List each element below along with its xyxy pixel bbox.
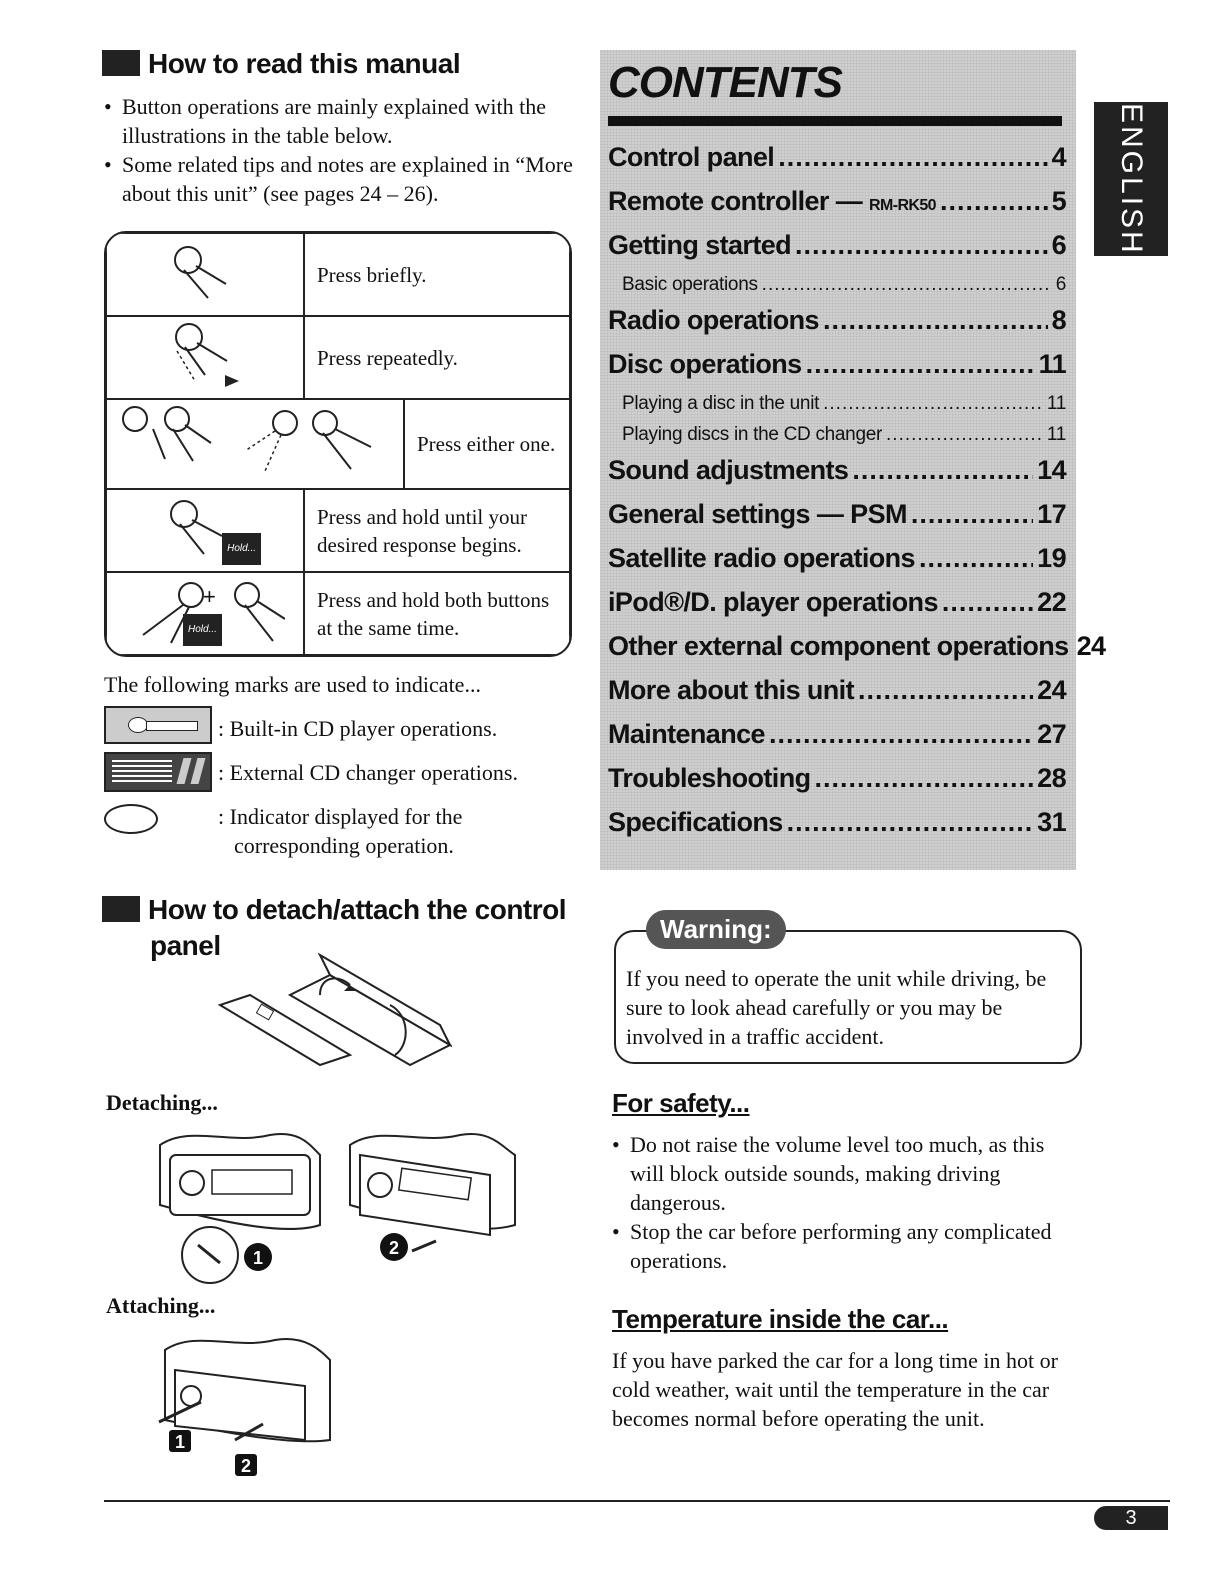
model-number: RM-RK50 xyxy=(869,197,936,214)
leader-dots xyxy=(942,587,1033,618)
contents-entry xyxy=(608,675,1066,719)
contents-entry-page: 6 xyxy=(1051,230,1066,260)
contents-entry xyxy=(608,349,1066,393)
contents-entry xyxy=(608,186,1066,230)
warning-label: Warning: xyxy=(646,910,786,949)
hold-badge: Hold... xyxy=(183,614,222,646)
contents-entry xyxy=(608,274,1066,305)
contents-panel xyxy=(600,50,1106,870)
press-hold-text: Press and hold until your desired response begins. xyxy=(304,489,570,572)
bullet-item: • Stop the car before performing any complicated operations. xyxy=(612,1217,1082,1275)
contents-entry-label: Other external component operations xyxy=(608,631,1069,661)
leader-dots xyxy=(823,305,1048,336)
temperature-text: If you have parked the car for a long time in hot or cold weather, wait until the temperature in the car becomes normal before operating the unit. xyxy=(612,1348,1058,1431)
contents-entry-label: Control panel xyxy=(608,142,775,172)
leader-dots xyxy=(806,349,1035,380)
contents-entry-label: Basic operations xyxy=(622,274,758,295)
table-row xyxy=(106,489,570,572)
detaching-label: Detaching... xyxy=(106,1090,218,1115)
contents-entry-label: Disc operations xyxy=(608,349,802,379)
bullet-item: • Button operations are mainly explained with the illustrations in the table below. xyxy=(104,92,574,150)
contents-entry-page: 17 xyxy=(1037,499,1066,529)
page-number: 3 xyxy=(1094,1506,1168,1530)
contents-entry-label: Sound adjustments xyxy=(608,455,849,485)
contents-entry-label: Satellite radio operations xyxy=(608,543,915,573)
contents-list xyxy=(608,142,1106,851)
press-hold-icon xyxy=(106,489,304,572)
warning-text: If you need to operate the unit while driving, be sure to look ahead carefully or you may be involved in a traffic accident. xyxy=(626,966,1047,1049)
contents-entry-page: 22 xyxy=(1037,587,1066,617)
contents-entry xyxy=(608,455,1066,499)
leader-dots xyxy=(814,763,1033,794)
cd-player-icon xyxy=(104,706,212,744)
button-operations-table xyxy=(104,231,572,657)
step-number: 1 xyxy=(174,1432,186,1452)
contents-entry xyxy=(608,424,1066,455)
marks-intro: The following marks are used to indicate... xyxy=(104,672,481,697)
contents-entry-label: General settings — PSM xyxy=(608,499,907,529)
leader-dots xyxy=(762,274,1052,296)
press-repeatedly-icon xyxy=(106,316,304,399)
bullet-item: • Some related tips and notes are explained in “More about this unit” (see pages 24 – 26). xyxy=(104,150,574,208)
contents-entry-label: Radio operations xyxy=(608,305,819,335)
table-row xyxy=(106,399,570,489)
contents-entry xyxy=(608,719,1066,763)
leader-dots xyxy=(795,230,1048,261)
step-number: 2 xyxy=(240,1456,252,1476)
contents-entry-label: Remote controller — RM-RK50 xyxy=(608,186,936,216)
section-marker-icon xyxy=(102,896,140,922)
contents-entry-page: 27 xyxy=(1037,719,1066,749)
press-briefly-icon xyxy=(106,233,304,316)
leader-dots xyxy=(911,499,1033,530)
attaching-label: Attaching... xyxy=(106,1293,216,1318)
section-title-how-to-read: How to read this manual xyxy=(102,48,460,80)
temperature-title: Temperature inside the car... xyxy=(612,1304,949,1334)
contents-entry xyxy=(608,142,1066,186)
contents-title: CONTENTS xyxy=(608,58,842,107)
leader-dots xyxy=(787,807,1034,838)
contents-entry-page: 14 xyxy=(1037,455,1066,485)
contents-entry-label: iPod®/D. player operations xyxy=(608,587,938,617)
contents-entry xyxy=(608,305,1066,349)
contents-entry-label: Specifications xyxy=(608,807,783,837)
contents-entry-page: 4 xyxy=(1051,142,1066,172)
mark-text: : External CD changer operations. xyxy=(218,760,518,785)
contents-entry-page: 11 xyxy=(1046,424,1066,445)
indicator-oval-icon xyxy=(104,804,158,834)
press-hold-both-icon xyxy=(106,572,304,655)
panel-case-illustration xyxy=(210,945,460,1095)
contents-entry-page: 24 xyxy=(1037,675,1066,705)
cd-changer-icon xyxy=(104,752,212,792)
contents-entry xyxy=(608,587,1066,631)
contents-entry-label: More about this unit xyxy=(608,675,854,705)
contents-entry-label: Maintenance xyxy=(608,719,765,749)
table-row xyxy=(106,572,570,655)
step-number: 1 xyxy=(252,1248,264,1268)
mark-text: : Indicator displayed for the corresponding operation. xyxy=(218,804,463,858)
leader-dots xyxy=(858,675,1033,706)
contents-entry-page: 5 xyxy=(1051,186,1066,216)
attach-illustration xyxy=(155,1330,335,1480)
contents-entry xyxy=(608,543,1066,587)
contents-entry-page: 11 xyxy=(1046,393,1066,414)
contents-entry-page: 31 xyxy=(1037,807,1066,837)
detach-step2-illustration xyxy=(340,1125,520,1275)
leader-dots xyxy=(886,424,1043,446)
contents-rule xyxy=(608,116,1062,126)
table-row xyxy=(106,233,570,316)
contents-entry-page: 11 xyxy=(1038,349,1066,379)
press-either-text: Press either one. xyxy=(404,399,570,489)
contents-entry-page: 19 xyxy=(1037,543,1066,573)
contents-entry-label: Troubleshooting xyxy=(608,763,811,793)
detach-step1-illustration xyxy=(150,1125,330,1285)
contents-entry-page: 8 xyxy=(1051,305,1066,335)
contents-entry-label: Getting started xyxy=(608,230,792,260)
contents-entry xyxy=(608,393,1066,424)
press-briefly-text: Press briefly. xyxy=(304,233,570,316)
contents-entry xyxy=(608,230,1066,274)
contents-entry-label: Playing a disc in the unit xyxy=(622,393,820,414)
contents-entry xyxy=(608,631,1106,675)
safety-bullets xyxy=(612,1130,1082,1275)
contents-entry-page: 24 xyxy=(1076,631,1106,661)
section-title-detach: How to detach/attach the control panel xyxy=(102,892,566,964)
press-either-icon xyxy=(106,399,404,489)
press-hold-both-text: Press and hold both buttons at the same time. xyxy=(304,572,570,655)
contents-entry xyxy=(608,807,1066,851)
leader-dots xyxy=(919,543,1033,574)
mark-text: : Built-in CD player operations. xyxy=(218,716,498,741)
language-tab: ENGLISH xyxy=(1094,102,1168,256)
footer-rule xyxy=(104,1500,1170,1502)
press-repeatedly-text: Press repeatedly. xyxy=(304,316,570,399)
step-number: 2 xyxy=(388,1238,400,1258)
table-row xyxy=(106,316,570,399)
contents-entry xyxy=(608,499,1066,543)
plus-sign: + xyxy=(203,584,216,609)
leader-dots xyxy=(769,719,1033,750)
safety-title: For safety... xyxy=(612,1088,750,1118)
contents-entry xyxy=(608,763,1066,807)
leader-dots xyxy=(940,186,1048,217)
how-to-read-bullets xyxy=(104,92,574,208)
contents-entry-page: 6 xyxy=(1055,274,1066,295)
leader-dots xyxy=(823,393,1043,415)
bullet-item: • Do not raise the volume level too much, as this will block outside sounds, making driving dangerous. xyxy=(612,1130,1082,1217)
contents-entry-page: 28 xyxy=(1037,763,1066,793)
leader-dots xyxy=(852,455,1033,486)
contents-entry-label: Playing discs in the CD changer xyxy=(622,424,883,445)
section-marker-icon xyxy=(102,50,140,76)
hold-badge: Hold... xyxy=(222,533,261,565)
leader-dots xyxy=(778,142,1047,173)
